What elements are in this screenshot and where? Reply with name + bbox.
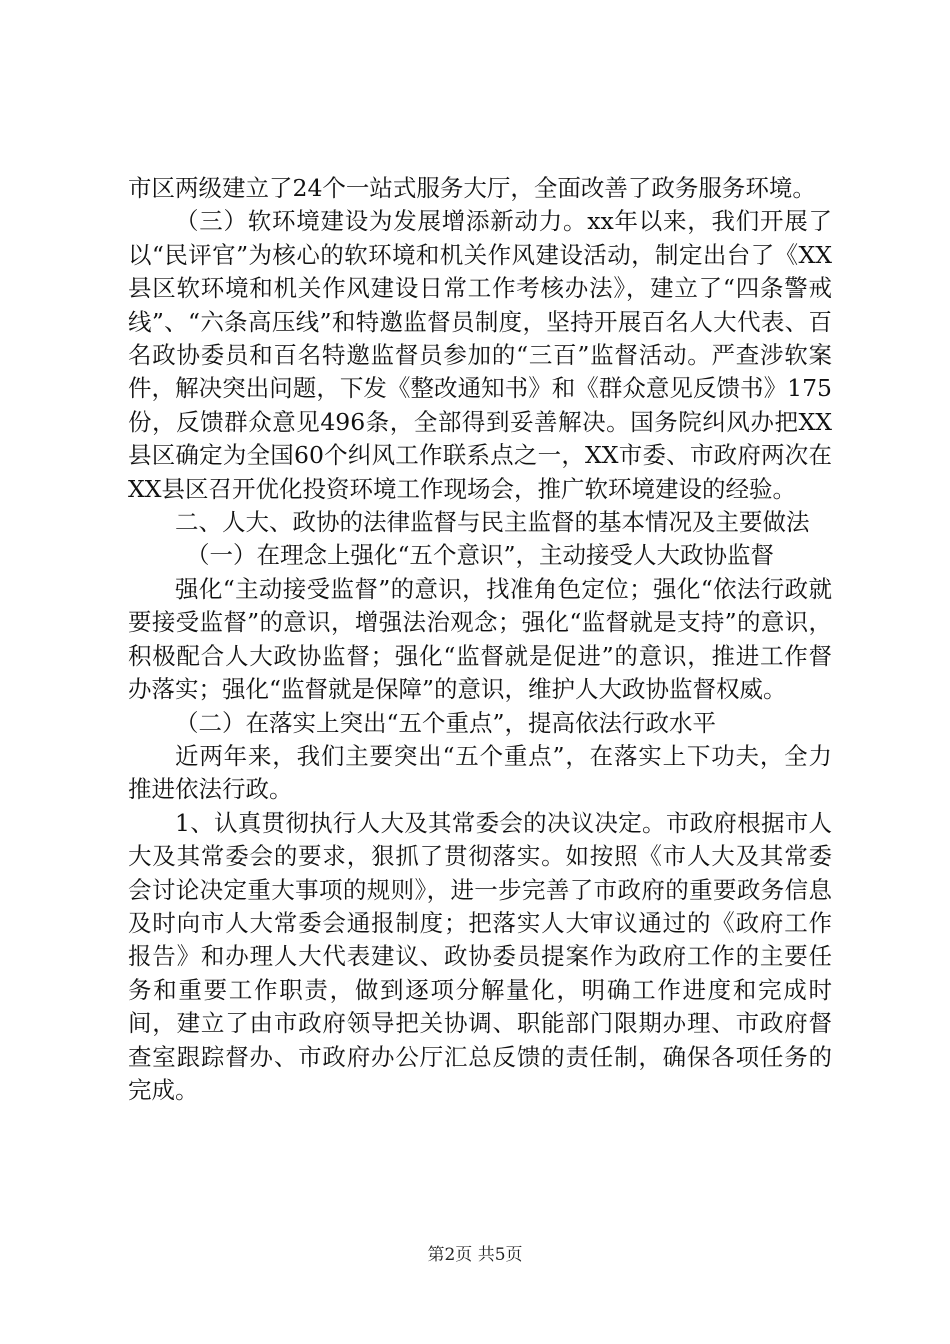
section-heading-two: 二、人大、政协的法律监督与民主监督的基本情况及主要做法: [175, 508, 810, 537]
paragraph-item-one: 1、认真贯彻执行人大及其常委会的决议决定。市政府根据市人大及其常委会的要求，狠抓了贯彻落实。如按照《市人大及其常委会讨论决定重大事项的规则》，进一步完善了市政府的重要政务信息及时向市人大常委会通报制度；把落实人大审议通过的《政府工作报告》和办理人大代表建议、政协委员提案作为政府工作的主要任务和重要工作职责，做到逐项分解量化，明确工作进度和完成时间，建立了由市政府领导把关协调、职能部门限期办理、市政府督查室跟踪督办、市政府办公厅汇总反馈的责任制，确保各项任务的完成。: [128, 808, 832, 1104]
paragraph-five-awareness: 强化“主动接受监督”的意识，找准角色定位；强化“依法行政就要接受监督”的意识，增强法治观念；强化“监督就是支持”的意识，积极配合人大政协监督；强化“监督就是促进”的意识，推进工作督办落实；强化“监督就是保障”的意识，维护人大政协监督权威。: [128, 574, 832, 704]
paragraph-soft-environment: （三）软环境建设为发展增添新动力。xx年以来，我们开展了以“民评官”为核心的软环境和机关作风建设活动，制定出台了《XX县区软环境和机关作风建设日常工作考核办法》，建立了“四条警戒线”、“六条高压线”和特邀监督员制度，坚持开展百名人大代表、百名政协委员和百名特邀监督员参加的“三百”监督活动。严查涉软案件，解决突出问题，下发《整改通知书》和《群众意见反馈书》175份，反馈群众意见496条，全部得到妥善解决。国务院纠风办把XX县区确定为全国60个纠风工作联系点之一，XX市委、市政府两次在XX县区召开优化投资环境工作现场会，推广软环境建设的经验。: [128, 207, 832, 503]
paragraph-continuation: 市区两级建立了24个一站式服务大厅，全面改善了政务服务环境。: [128, 174, 816, 202]
subsection-heading-one: （一）在理念上强化“五个意识”，主动接受人大政协监督: [186, 541, 775, 570]
document-body: [128, 172, 832, 1107]
subsection-heading-two: （二）在落实上突出“五个重点”，提高依法行政水平: [175, 708, 717, 737]
page-number-footer: 第2页 共5页: [427, 1245, 523, 1265]
paragraph-five-focus: 近两年来，我们主要突出“五个重点”，在落实上下功夫，全力推进依法行政。: [128, 741, 832, 804]
